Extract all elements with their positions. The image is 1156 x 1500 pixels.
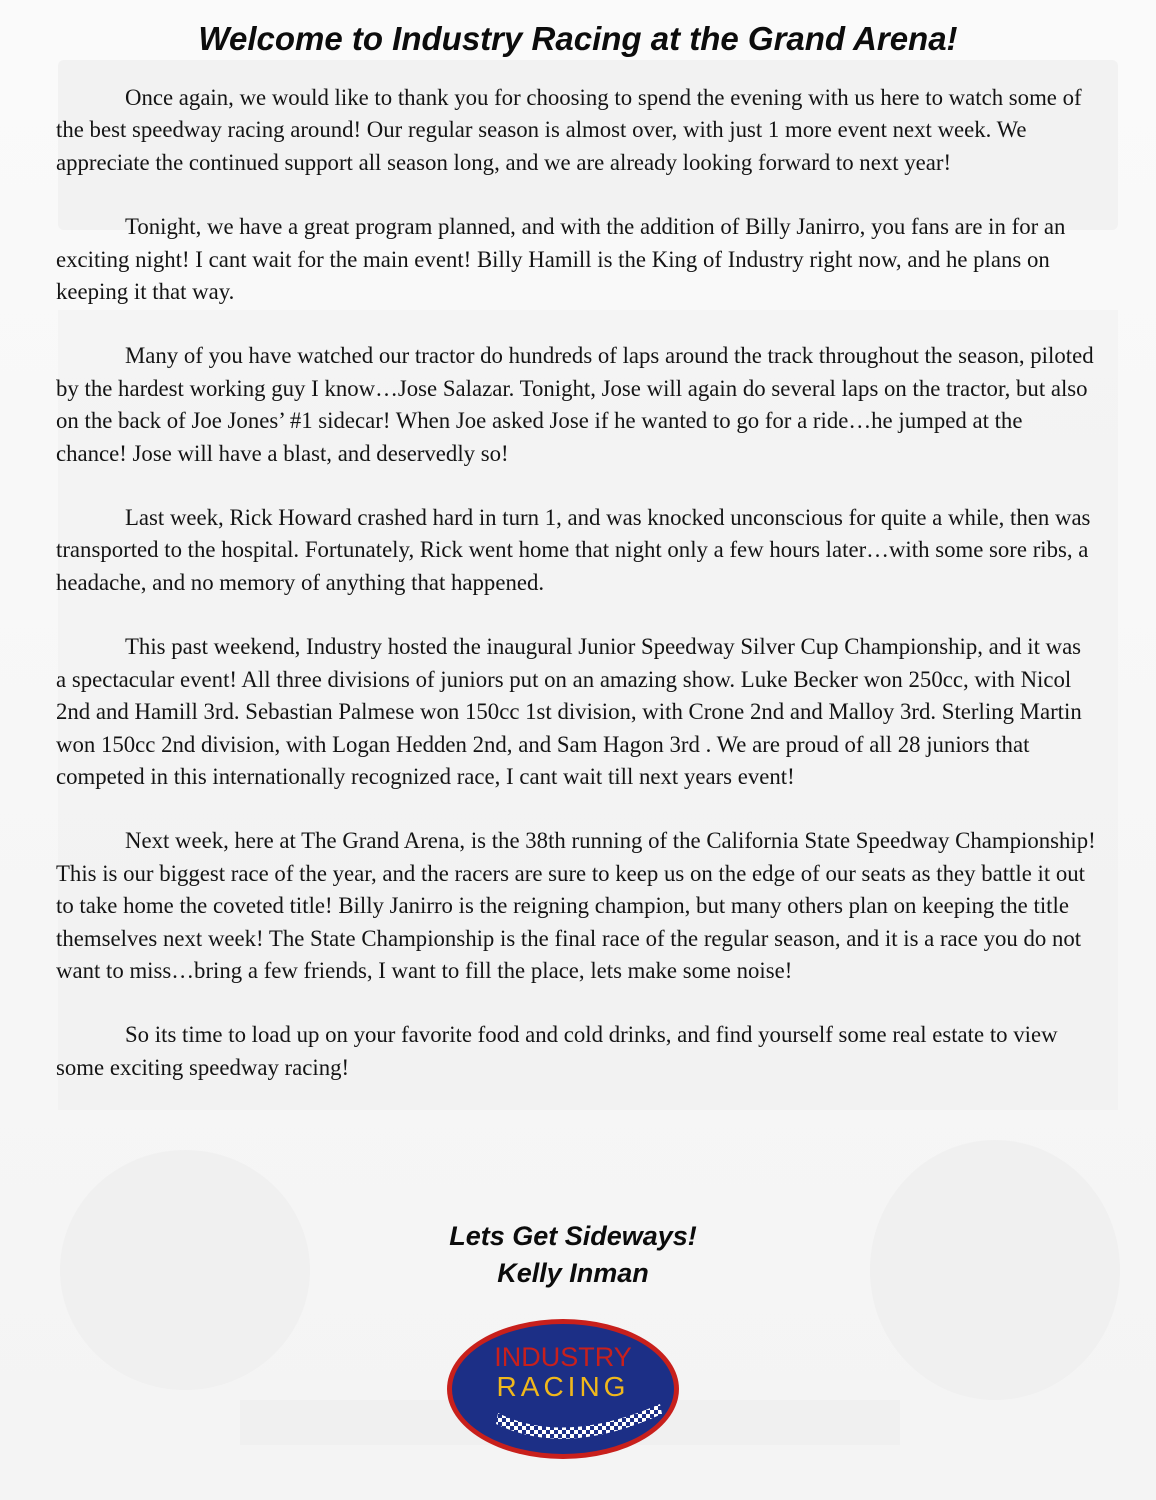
paragraph-state-championship: Next week, here at The Grand Arena, is the 38th running of the California State Speedway Championship! This is our biggest race of the year, and the racers are sure to keep us on the edge of our seats as they battle it out to take home the coveted title! Billy Janirro is the reigning champion, but many others plan on keeping the title themselves next week! The State Championship is the final race of the regular season, and it is a race you do not want to miss…bring a few friends, I want to fill the place, lets make some noise! — [56, 828, 1096, 983]
letter-body — [56, 82, 1096, 1116]
industry-racing-logo — [446, 1318, 680, 1460]
page-title: Welcome to Industry Racing at the Grand Arena! — [198, 20, 958, 57]
logo-text-industry: INDUSTRY — [494, 1342, 632, 1372]
signoff-author: Kelly Inman — [497, 1258, 649, 1288]
signoff-block — [0, 1218, 1146, 1292]
paragraph-tonight: Tonight, we have a great program planned, and with the addition of Billy Janirro, you fans are in for an exciting night! I cant wait for the main event! Billy Hamill is the King of Industry right now, and he plans on keeping it that way. — [56, 214, 1066, 305]
paragraph-silver-cup: This past weekend, Industry hosted the inaugural Junior Speedway Silver Cup Championship, and it was a spectacular event! All three divisions of juniors put on an amazing show. Luke Becker won 250cc, with Nicol 2nd and Hamill 3rd. Sebastian Palmese won 150cc 1st division, with Crone 2nd and Malloy 3rd. Sterling Martin won 150cc 2nd division, with Logan Hedden 2nd, and Sam Hagon 3rd . We are proud of all 28 juniors that competed in this internationally recognized race, I cant wait till next years event! — [56, 634, 1082, 789]
paragraph-crash: Last week, Rick Howard crashed hard in turn 1, and was knocked unconscious for quite a while, then was transported to the hospital. Fortunately, Rick went home that night only a few hours later…with some sore ribs, a headache, and no memory of anything that happened. — [56, 505, 1091, 595]
logo-text-racing: RACING — [496, 1371, 630, 1402]
signoff-slogan: Lets Get Sideways! — [449, 1221, 697, 1251]
paragraph-closing: So its time to load up on your favorite food and cold drinks, and find yourself some real estate to view some exciting speedway racing! — [56, 1022, 1058, 1080]
paragraph-thanks: Once again, we would like to thank you for choosing to spend the evening with us here to watch some of the best speedway racing around! Our regular season is almost over, with just 1 more event next week. We appreciate the continued support all season long, and we are already looking forward to next year! — [56, 85, 1082, 175]
paragraph-tractor: Many of you have watched our tractor do hundreds of laps around the track throughout the season, piloted by the hardest working guy I know…Jose Salazar. Tonight, Jose will again do several laps on the tractor, but also on the back of Joe Jones’ #1 sidecar! When Joe asked Jose if he wanted to go for a ride…he jumped at the chance! Jose will have a blast, and deservedly so! — [56, 343, 1094, 466]
